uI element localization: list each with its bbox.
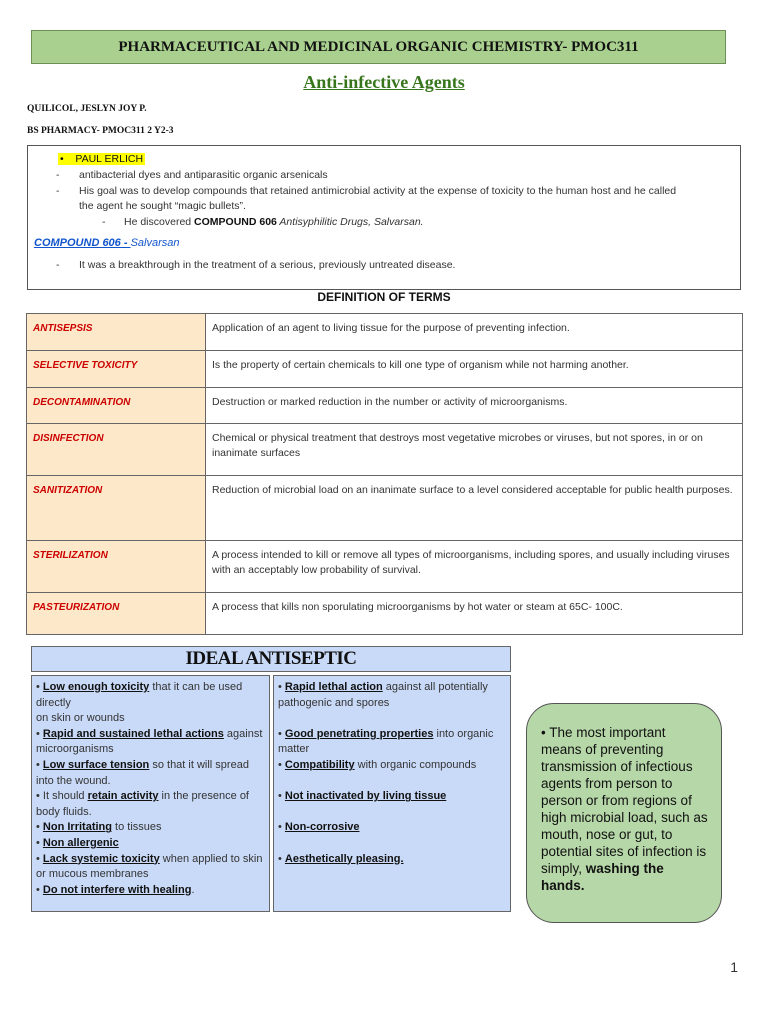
list-item: • Non allergenic xyxy=(36,836,119,849)
definitions-table xyxy=(26,313,743,635)
ideal-antiseptic-title: IDEAL ANTISEPTIC xyxy=(31,646,511,672)
table-row xyxy=(27,314,743,351)
erlich-name: PAUL ERLICH xyxy=(75,153,144,165)
dash-icon: - xyxy=(56,169,60,181)
table-row xyxy=(27,388,743,424)
course-title-banner xyxy=(31,30,726,64)
program-line: BS PHARMACY- PMOC311 2 Y2-3 xyxy=(27,126,174,136)
term-cell: PASTEURIZATION xyxy=(27,593,206,635)
list-item: • Rapid lethal action against all potentially pathogenic and spores xyxy=(278,681,488,709)
list-item: • Good penetrating properties into organic matter xyxy=(278,727,494,756)
erlich-heading xyxy=(58,153,145,165)
definition-cell: A process intended to kill or remove all types of microorganisms, including spores, and usually including viruses with an acceptably low probability of survival. xyxy=(206,541,743,593)
page-number: 1 xyxy=(730,959,738,975)
compound-link[interactable]: COMPOUND 606 - xyxy=(34,237,131,249)
list-item: • Compatibility with organic compounds xyxy=(278,758,477,771)
definition-cell: Is the property of certain chemicals to kill one type of organism while not harming another. xyxy=(206,351,743,388)
definition-cell: Reduction of microbial load on an inanimate surface to a level considered acceptable for public health purposes. xyxy=(206,476,743,541)
term-cell: SANITIZATION xyxy=(27,476,206,541)
term-cell: STERILIZATION xyxy=(27,541,206,593)
ideal-left-column xyxy=(31,675,270,912)
compound-line xyxy=(34,237,180,249)
ideal-right-column xyxy=(273,675,511,912)
definition-cell: A process that kills non sporulating microorganisms by hot water or steam at 65C- 100C. xyxy=(206,593,743,635)
list-item: • It should retain activity in the presence of body fluids. xyxy=(36,790,249,818)
definition-cell: Destruction or marked reduction in the number or activity of microorganisms. xyxy=(206,388,743,424)
table-row xyxy=(27,476,743,541)
list-item: • Not inactivated by living tissue xyxy=(278,790,447,803)
callout-emphasis: washing the hands. xyxy=(541,861,664,893)
compound-name: Salvarsan xyxy=(130,237,180,249)
table-row xyxy=(27,351,743,388)
list-item: • Non-corrosive xyxy=(278,821,360,834)
list-item: • Aesthetically pleasing. xyxy=(278,852,404,865)
topic-title: Anti-infective Agents xyxy=(303,72,465,92)
list-item: • Do not interfere with healing. xyxy=(36,883,195,896)
term-cell: SELECTIVE TOXICITY xyxy=(27,351,206,388)
erlich-section: • PAUL ERLICH - antibacterial dyes and antiparasitic organic arsenicals - His goal was to develop compounds that retained antimicrobial activity at the expense of toxicity to the human host and he called the agent he sought “magic bullets”. - He discovered COMPOUND 606 Antisyphilitic Drugs, Salvarsan. COMPOUND 606 - Salvarsan - It was a breakthrough in the treatment of a serious, previously untreated disease. xyxy=(27,145,741,290)
bullet-icon: • xyxy=(60,153,64,165)
definition-cell: Chemical or physical treatment that destroys most vegetative microbes or viruses, but not spores, in or on inanimate surfaces xyxy=(206,424,743,476)
list-item: • Lack systemic toxicity when applied to skin or mucous membranes xyxy=(36,852,263,881)
list-item: • Low enough toxicity that it can be used directly xyxy=(36,681,243,709)
dash-icon: - xyxy=(102,216,106,228)
definition-cell: Application of an agent to living tissue for the purpose of preventing infection. xyxy=(206,314,743,351)
list-item: • Rapid and sustained lethal actions against microorganisms xyxy=(36,727,263,756)
term-cell: ANTISEPSIS xyxy=(27,314,206,351)
table-row xyxy=(27,424,743,476)
table-row xyxy=(27,541,743,593)
definitions-title: DEFINITION OF TERMS xyxy=(317,290,451,304)
handwashing-callout xyxy=(526,703,722,923)
list-item: on skin or wounds xyxy=(36,712,125,725)
course-title: PHARMACEUTICAL AND MEDICINAL ORGANIC CHEMISTRY- PMOC311 xyxy=(118,38,639,55)
list-item: • Non Irritating to tissues xyxy=(36,821,162,834)
table-row xyxy=(27,593,743,635)
dash-icon: - xyxy=(56,185,60,197)
dash-icon: - xyxy=(56,259,60,271)
callout-text: • The most important means of preventing transmission of infectious agents from person to person or from regions of high microbial load, such as mouth, nose or gut, to potential sites of infection is simply, xyxy=(541,725,708,876)
compound-606: COMPOUND 606 xyxy=(194,216,277,228)
term-cell: DISINFECTION xyxy=(27,424,206,476)
author-name: QUILICOL, JESLYN JOY P. xyxy=(27,104,147,114)
erlich-line-2-cont: the agent he sought “magic bullets”. xyxy=(79,200,246,212)
list-item: • Low surface tension so that it will spread into the wound. xyxy=(36,758,249,787)
term-cell: DECONTAMINATION xyxy=(27,388,206,424)
